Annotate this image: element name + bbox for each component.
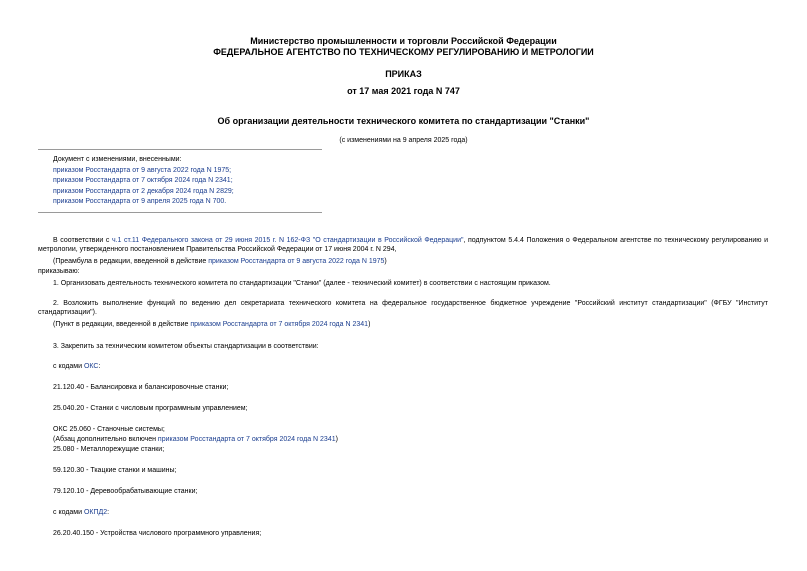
item-1: 1. Организовать деятельность технического комитета по стандартизации "Станки" (далее - технический комитет) в соответствии с настоящим приказом. (53, 280, 551, 287)
revision-note: (с изменениями на 9 апреля 2025 года) (339, 137, 468, 144)
item-2: 2. Возложить выполнение функций по ведению дел секретариата технического комитета на федеральное государственное бюджетное учреждение "Российский институт стандартизации" (ФГБУ "Институт стандартизации"). (38, 300, 768, 316)
item-2-note-end: ) (368, 321, 371, 328)
doc-type: ПРИКАЗ (385, 69, 422, 79)
oks-heading (53, 362, 100, 371)
code-3-note-link[interactable]: приказом Росстандарта от 7 октября 2024 года N 2341 (157, 436, 336, 443)
doc-date-number: от 17 мая 2021 года N 747 (347, 86, 460, 96)
changes-intro: Документ с изменениями, внесенными: (53, 156, 182, 163)
preamble-note (53, 257, 387, 266)
page-title: Об организации деятельности технического комитета по стандартизации "Станки" (217, 116, 590, 126)
code-21-120-40: 21.120.40 - Балансировка и балансировочные станки; (53, 384, 229, 391)
code-79-120-10: 79.120.10 - Деревообрабатывающие станки; (53, 488, 198, 495)
change-link-4[interactable]: приказом Росстандарта от 9 апреля 2025 года N 700. (53, 198, 227, 205)
preamble-note-link[interactable]: приказом Росстандарта от 9 августа 2022 года N 1975 (208, 258, 385, 265)
federal-law-link[interactable]: ч.1 ст.11 Федерального закона от 29 июня 2015 г. N 162-ФЗ "О стандартизации в Российской Федерации" (111, 237, 464, 244)
oks-link[interactable]: ОКС (83, 363, 99, 370)
code-26-20-40-150: 26.20.40.150 - Устройства числового программного управления; (53, 530, 262, 537)
agency-name: ФЕДЕРАЛЬНОЕ АГЕНТСТВО ПО ТЕХНИЧЕСКОМУ РЕГУЛИРОВАНИЮ И МЕТРОЛОГИИ (213, 47, 594, 57)
preamble-text-rest: , подпунктом 5.4.4 Положения о Федеральном агентстве по техническому регулированию и метрологии, утвержденного постановлением Правительства Российской Федерации от 17 июня 2004 г. N 294, (38, 237, 768, 253)
code-59-120-30: 59.120.30 - Ткацкие станки и машины; (53, 467, 177, 474)
change-link-1[interactable]: приказом Росстандарта от 9 августа 2022 года N 1975; (53, 167, 232, 174)
changes-top-divider (38, 149, 322, 150)
code-3-note (53, 435, 338, 444)
preamble-note-end: ) (384, 258, 387, 265)
okpd-prefix: с кодами (53, 509, 84, 516)
oks-prefix: с кодами (53, 363, 84, 370)
code-25-040-20: 25.040.20 - Станки с числовым программным управлением; (53, 405, 248, 412)
item-2-note-start: (Пункт в редакции, введенной в действие (53, 321, 191, 328)
okpd-heading (53, 508, 109, 517)
okpd-link[interactable]: ОКПД2 (83, 509, 108, 516)
ministry-name: Министерство промышленности и торговли Российской Федерации (250, 36, 557, 46)
code-3-note-end: ) (335, 436, 338, 443)
change-link-3[interactable]: приказом Росстандарта от 2 декабря 2024 года N 2829; (53, 188, 234, 195)
oks-suffix: : (98, 363, 101, 370)
item-2-note-link[interactable]: приказом Росстандарта от 7 октября 2024 года N 2341 (190, 321, 369, 328)
preamble-text-start: В соответствии с (53, 237, 112, 244)
code-25-080: 25.080 - Металлорежущие станки; (53, 446, 165, 453)
item-2-note (53, 320, 370, 329)
code-3-note-start: (Абзац дополнительно включен (53, 436, 158, 443)
changes-bottom-divider (38, 212, 322, 213)
code-25-060: ОКС 25.060 - Станочные системы; (53, 426, 165, 433)
preamble-paragraph (38, 236, 768, 254)
item-3: 3. Закрепить за техническим комитетом объекты стандартизации в соответствии: (53, 343, 319, 350)
okpd-suffix: : (107, 509, 110, 516)
change-link-2[interactable]: приказом Росстандарта от 7 октября 2024 года N 2341; (53, 177, 233, 184)
order-word: приказываю: (38, 268, 80, 275)
preamble-note-start: (Преамбула в редакции, введенной в действие (53, 258, 209, 265)
